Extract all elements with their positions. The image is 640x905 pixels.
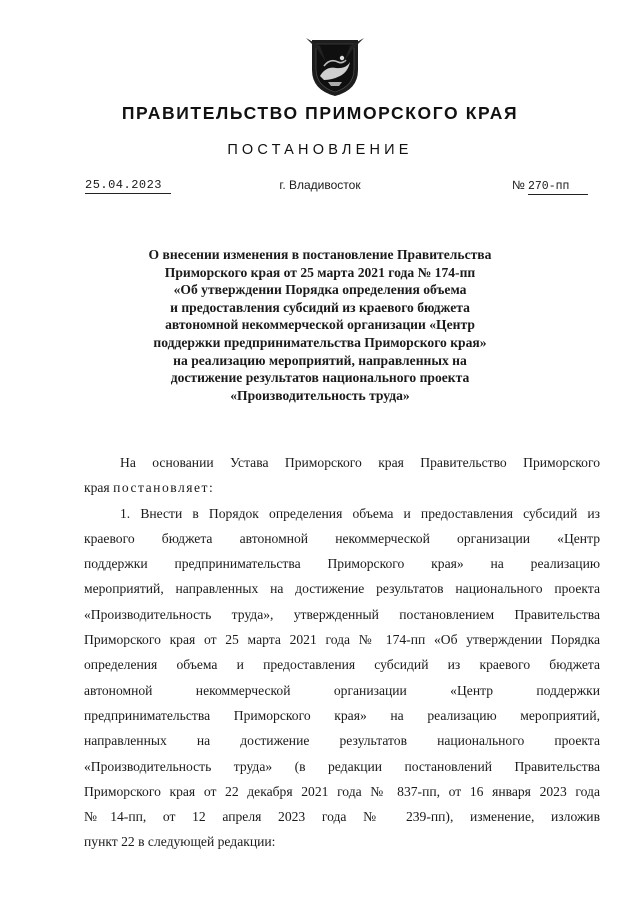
heading-line: поддержки предпринимательства Приморского края» (153, 334, 487, 350)
document-type: ПОСТАНОВЛЕНИЕ (227, 142, 413, 158)
clause-line-last: пункт 22 в следующей редакции: (84, 834, 276, 850)
clause-line: «Производительность труда» (в редакции постановлений Правительства (84, 758, 600, 774)
heading-line: «Производительность труда» (230, 387, 410, 403)
heading-line: О внесении изменения в постановление Правительства (148, 247, 492, 262)
number-sign: № (512, 178, 525, 192)
clause-line: определения объема и предоставления субсидий из краевого бюджета (84, 657, 600, 673)
clause-line: Приморского края от 25 марта 2021 года № 174-пп «Об утверждении Порядка (84, 632, 600, 648)
clause-line: направленных на достижение результатов национального проекта (84, 733, 600, 749)
basis-line-decree (84, 475, 600, 500)
clause-line: №14-пп, от 12 апреля 2023 года № 239-пп), изменение, изложив (84, 809, 600, 825)
basis-prefix: края (84, 480, 110, 496)
coat-of-arms-icon (306, 36, 364, 98)
document-number (512, 178, 604, 195)
number-value: 270-пп (528, 180, 588, 195)
heading-line: Приморского края от 25 марта 2021 года № 174-пп (164, 264, 476, 280)
heading-line: на реализацию мероприятий, направленных на (173, 352, 467, 368)
document-body (84, 450, 600, 855)
document-heading (120, 246, 520, 404)
basis-line: На основании Устава Приморского края Правительство Приморского (120, 455, 600, 470)
government-title: ПРАВИТЕЛЬСТВО ПРИМОРСКОГО КРАЯ (121, 103, 519, 123)
clause-line: 1. Внести в Порядок определения объема и предоставления субсидий из (120, 505, 600, 521)
clause-line: Приморского края от 22 декабря 2021 года № 837-пп, от 16 января 2023 года (84, 783, 600, 799)
heading-line: достижение результатов национального проекта (170, 370, 470, 386)
clause-line: предпринимательства Приморского края» на реализацию мероприятий, (84, 707, 600, 723)
clause-line: краевого бюджета автономной некоммерческой организации «Центр (84, 530, 600, 546)
decree-word: постановляет: (113, 480, 215, 496)
document-meta (0, 178, 640, 200)
heading-line: автономной некоммерческой организации «Центр (165, 317, 475, 333)
clause-line: автономной некоммерческой организации «Центр поддержки (84, 682, 600, 698)
heading-line: «Об утверждении Порядка определения объема (173, 282, 467, 298)
clause-line: поддержки предпринимательства Приморского края» на реализацию (84, 556, 600, 572)
clause-line: «Производительность труда», утвержденный постановлением Правительства (84, 606, 600, 622)
document-date: 25.04.2023 (85, 178, 171, 194)
document-city: г. Владивосток (279, 178, 361, 192)
clause-line: мероприятий, направленных на достижение результатов национального проекта (84, 581, 600, 597)
heading-line: и предоставления субсидий из краевого бюджета (170, 299, 470, 315)
